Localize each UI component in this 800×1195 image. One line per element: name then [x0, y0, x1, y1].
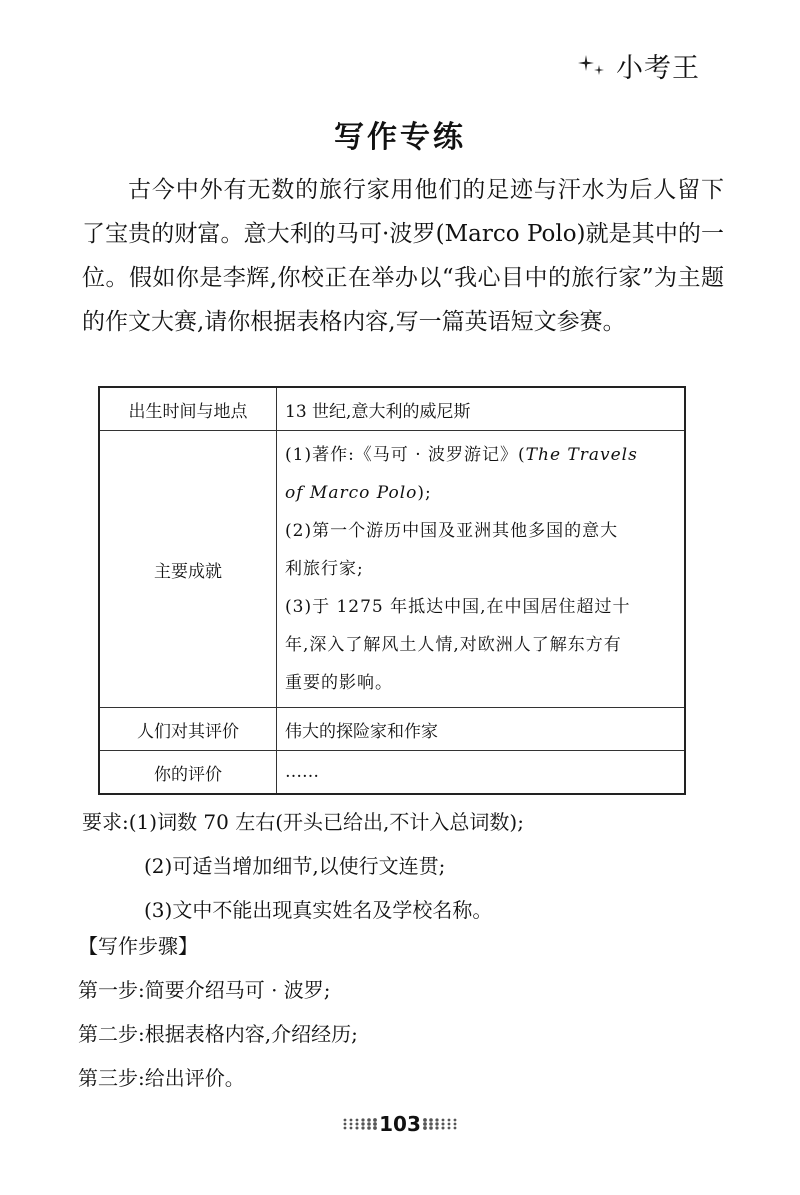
sparkle-icon — [578, 53, 608, 79]
table-row-birth — [99, 387, 685, 431]
achievement-line: (2)第一个游历中国及亚洲其他多国的意大 — [285, 521, 619, 541]
step-line: 第三步:给出评价。 — [78, 1066, 245, 1090]
others-eval-value: 伟大的探险家和作家 — [277, 708, 686, 751]
requirement-line: 要求:(1)词数 70 左右(开头已给出,不计入总词数); — [82, 810, 524, 834]
achievement-line: of Marco Polo); — [285, 483, 432, 503]
requirement-line: (2)可适当增加细节,以使行文连贯; — [144, 854, 446, 878]
achievement-line: (3)于 1275 年抵达中国,在中国居住超过十 — [285, 597, 631, 617]
requirements — [82, 800, 742, 932]
step-line: 第二步:根据表格内容,介绍经历; — [78, 1022, 358, 1046]
steps-heading: 【写作步骤】 — [78, 934, 198, 958]
table-row-others-eval — [99, 708, 685, 751]
table-row-achievements — [99, 431, 685, 708]
page-number — [0, 1112, 800, 1136]
achievement-line: 重要的影响。 — [285, 673, 393, 693]
brand-text: 小考王 — [616, 53, 700, 84]
dot-pattern-right-icon — [423, 1116, 459, 1132]
achievement-line: (1)著作:《马可 · 波罗游记》(The Travels — [285, 445, 638, 465]
your-eval-value: …… — [277, 751, 686, 795]
table-row-your-eval — [99, 751, 685, 795]
achievement-line: 年,深入了解风土人情,对欧洲人了解东方有 — [285, 635, 622, 655]
page-title: 写作专练 — [334, 120, 466, 155]
your-eval-label: 你的评价 — [99, 751, 277, 795]
achievements-value — [277, 431, 686, 708]
info-table — [98, 386, 686, 795]
birth-value: 13 世纪,意大利的威尼斯 — [277, 387, 686, 431]
achievement-line: 利旅行家; — [285, 559, 364, 579]
achievements-label: 主要成就 — [99, 431, 277, 708]
header-brand — [578, 46, 700, 85]
birth-label: 出生时间与地点 — [99, 387, 277, 431]
page-number-text: 103 — [379, 1112, 421, 1136]
intro-paragraph: 古今中外有无数的旅行家用他们的足迹与汗水为后人留下了宝贵的财富。意大利的马可·波罗(Marco Polo)就是其中的一位。假如你是李辉,你校正在举办以“我心目中的旅行家”为主题的作文大赛,请你根据表格内容,写一篇英语短文参赛。 — [82, 177, 724, 335]
others-eval-label: 人们对其评价 — [99, 708, 277, 751]
requirement-line: (3)文中不能出现真实姓名及学校名称。 — [144, 898, 493, 922]
step-line: 第一步:简要介绍马可 · 波罗; — [78, 978, 331, 1002]
dot-pattern-left-icon — [341, 1116, 377, 1132]
writing-steps — [78, 924, 738, 1100]
